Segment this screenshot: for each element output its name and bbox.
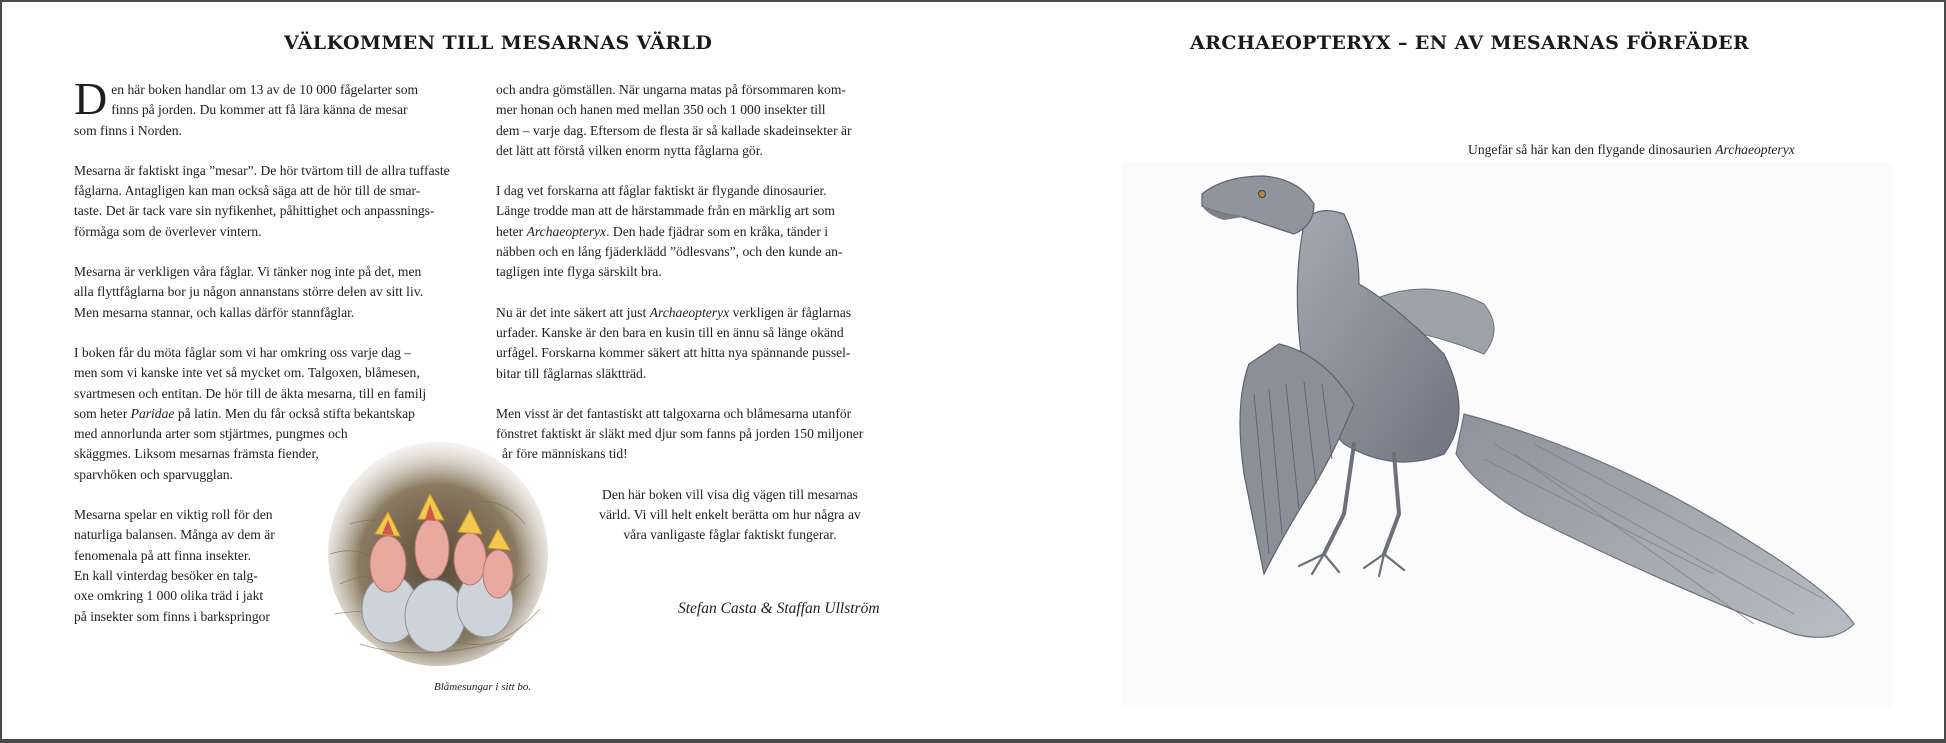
nest-illustration [320, 434, 552, 674]
paragraph: Nu är det inte säkert att just Archaeopteryx verkligen är fåglarnas urfader. Kanske är den bara en kusin till en ännu så länge okänd urfågel. Forskarna kommer säkert att hitta nya spännande pussel- bitar till fåglarnas släktträd. [496, 304, 852, 381]
paragraph: och andra gömställen. När ungarna matas på försommaren kom- mer honan och hanen med mellan 350 och 1 000 insekter till dem – varje dag. Eftersom de flesta är så kallade skadeinsekter är det lätt att förstå vilken enorm nytta fåglarna gör. [496, 82, 852, 158]
left-page [2, 2, 972, 739]
page-title: VÄLKOMMEN TILL MESARNAS VÄRLD [284, 32, 713, 54]
drop-cap: D [74, 73, 108, 124]
paragraph: Men visst är det fantastiskt att talgoxarna och blåmesarna utanför fönstret faktiskt är släkt med djur som fanns på jorden 150 miljoner år före människans tid! [496, 405, 864, 462]
paragraph: Mesarna är verkligen våra fåglar. Vi tänker nog inte på det, men alla flyttfåglarna bor ju någon annanstans större delen av sitt liv. Men mesarna stannar, och kallas därför stannfåglar. [74, 264, 424, 320]
paragraph-intro: Den här boken handlar om 13 av de 10 000 fågelarter som finns på jorden. Du kommer att få lära känna de mesar som finns i Norden. [74, 73, 419, 138]
text-column-right [496, 80, 904, 566]
paragraph: I dag vet forskarna att fåglar faktiskt är flygande dinosaurier. Länge trodde man att de härstammade från en märklig art som heter Archaeopteryx. Den hade fjädrar som en kråka, tänder i näbben och en lång fjäderklädd ”ödlesvans”, och den kunde an- tagligen inte flyga särskilt bra. [496, 183, 843, 280]
right-page [972, 2, 1944, 739]
archaeopteryx-illustration [1194, 154, 1866, 702]
intro-text: Ungefär så här kan den flygande dinosaurien Archaeopteryx [1468, 142, 1795, 157]
paragraph: Mesarna är faktiskt inga ”mesar”. De hör tvärtom till de allra tuffaste fåglarna. Antagligen kan man också säga att de hör till de smar- taste. Det är tack vare sin nyfikenhet, påhittighet och anpassnings- förmåga som de överlever vintern. [74, 162, 450, 239]
author-signature: Stefan Casta & Staffan Ullström [678, 600, 880, 617]
paragraph-closing: Den här boken vill visa dig vägen till mesarnas värld. Vi vill helt enkelt berätta om hur några av våra vanligaste fåglar faktiskt fungerar. [599, 486, 861, 543]
page-title: ARCHAEOPTERYX – EN AV MESARNAS FÖRFÄDER [1190, 32, 1750, 54]
paragraph: Mesarna spelar en viktig roll för den naturliga balansen. Många av dem är fenomenala på att finna insekter. En kall vinterdag besöker en talg- oxe omkring 1 000 olika träd i jakt på insekter som finns i barkspringor [74, 507, 275, 624]
paragraph: I boken får du möta fåglar som vi har omkring oss varje dag – men som vi kanske inte vet så mycket om. Talgoxen, blåmesen, svartmesen och entitan. De hör till de äkta mesarna, till en familj som heter Paridae på latin. Men du får också stifta bekantskap med annorlunda arter som stjärtmes, pungmes och skäggmes. Liksom mesarnas främsta fiender, sparvhöken och sparvugglan. [74, 344, 427, 482]
image-caption: Blåmesungar i sitt bo. [434, 681, 532, 693]
book-spread [2, 2, 1944, 739]
